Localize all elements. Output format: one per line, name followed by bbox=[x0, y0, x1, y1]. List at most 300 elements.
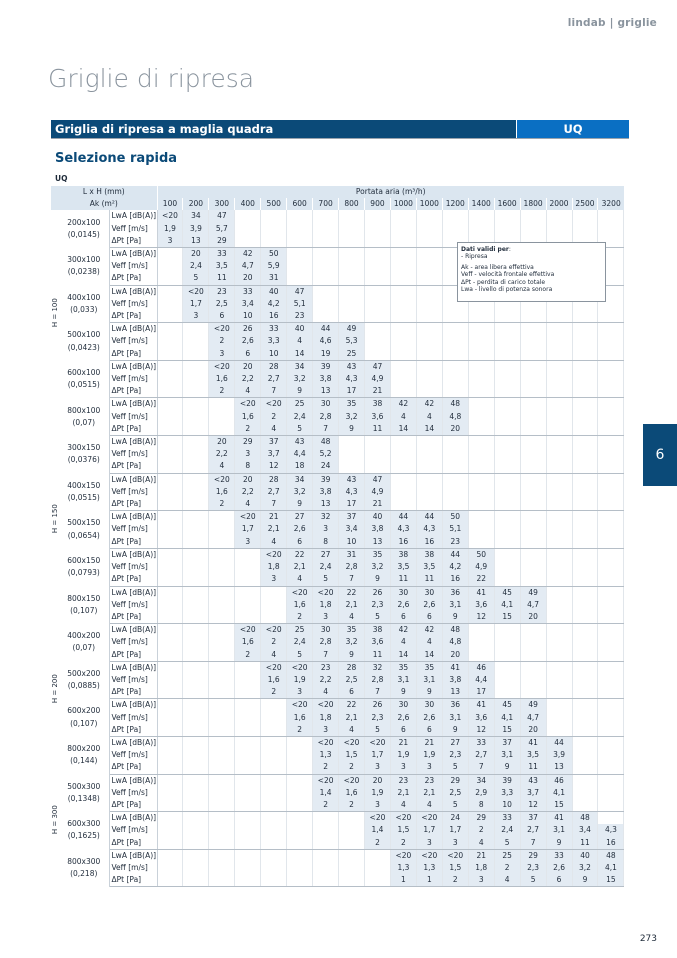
value-cell: 5 bbox=[287, 649, 313, 662]
value-cell: 1,9 bbox=[416, 749, 442, 761]
grille-area: (0,144) bbox=[70, 756, 98, 766]
empty-cell bbox=[598, 348, 624, 361]
value-cell: 39 bbox=[313, 360, 339, 373]
value-cell: <20 bbox=[313, 586, 339, 599]
empty-cell bbox=[235, 749, 261, 761]
empty-cell bbox=[157, 511, 183, 524]
grille-area: (0,0793) bbox=[67, 568, 100, 578]
empty-cell bbox=[494, 460, 520, 473]
value-cell: 2,1 bbox=[339, 712, 365, 724]
value-cell: 3,9 bbox=[546, 749, 572, 761]
value-cell: 3,4 bbox=[339, 523, 365, 535]
value-cell: 7 bbox=[261, 385, 287, 398]
empty-cell bbox=[157, 423, 183, 436]
empty-cell bbox=[546, 586, 572, 599]
empty-cell bbox=[572, 548, 598, 561]
empty-cell bbox=[365, 436, 391, 449]
param-label: ΔPt [Pa] bbox=[109, 611, 157, 624]
value-cell: <20 bbox=[209, 323, 235, 336]
value-cell: 21 bbox=[365, 498, 391, 511]
param-label: LwA [dB(A)] bbox=[109, 774, 157, 787]
empty-cell bbox=[598, 436, 624, 449]
empty-cell bbox=[235, 223, 261, 235]
empty-cell bbox=[157, 862, 183, 874]
param-label: Veff [m/s] bbox=[109, 223, 157, 235]
grille-area: (0,0654) bbox=[67, 530, 100, 540]
value-cell: 4,6 bbox=[313, 335, 339, 347]
grille-area: (0,033) bbox=[70, 304, 98, 314]
param-label: ΔPt [Pa] bbox=[109, 498, 157, 511]
value-cell: 7 bbox=[520, 837, 546, 850]
param-label: ΔPt [Pa] bbox=[109, 423, 157, 436]
value-cell: <20 bbox=[261, 661, 287, 674]
value-cell: 2 bbox=[209, 498, 235, 511]
value-cell: 3,5 bbox=[390, 561, 416, 573]
value-cell: 18 bbox=[287, 460, 313, 473]
empty-cell bbox=[157, 523, 183, 535]
empty-cell bbox=[494, 335, 520, 347]
empty-cell bbox=[183, 736, 209, 749]
empty-cell bbox=[494, 486, 520, 498]
table-row bbox=[51, 712, 624, 724]
empty-cell bbox=[235, 599, 261, 611]
value-cell: 3,2 bbox=[287, 486, 313, 498]
value-cell: 9 bbox=[365, 573, 391, 586]
empty-cell bbox=[209, 686, 235, 699]
empty-cell bbox=[546, 599, 572, 611]
value-cell: 34 bbox=[287, 473, 313, 486]
empty-cell bbox=[209, 636, 235, 648]
empty-cell bbox=[313, 210, 339, 222]
value-cell: 1,8 bbox=[313, 712, 339, 724]
param-label: Veff [m/s] bbox=[109, 448, 157, 460]
empty-cell bbox=[468, 448, 494, 460]
empty-cell bbox=[442, 210, 468, 222]
param-label: LwA [dB(A)] bbox=[109, 285, 157, 298]
empty-cell bbox=[390, 285, 416, 298]
empty-cell bbox=[598, 411, 624, 423]
empty-cell bbox=[183, 573, 209, 586]
empty-cell bbox=[598, 712, 624, 724]
table-row bbox=[51, 348, 624, 361]
value-cell: 29 bbox=[442, 774, 468, 787]
empty-cell bbox=[157, 272, 183, 285]
empty-cell bbox=[209, 536, 235, 549]
flow-value: 1800 bbox=[520, 198, 546, 210]
empty-cell bbox=[520, 448, 546, 460]
flow-value: 1600 bbox=[494, 198, 520, 210]
empty-cell bbox=[598, 498, 624, 511]
empty-cell bbox=[520, 561, 546, 573]
empty-cell bbox=[313, 235, 339, 248]
empty-cell bbox=[416, 473, 442, 486]
param-label: Veff [m/s] bbox=[109, 674, 157, 686]
empty-cell bbox=[546, 686, 572, 699]
grille-area: (0,1348) bbox=[67, 793, 100, 803]
empty-cell bbox=[598, 724, 624, 737]
group-label bbox=[51, 210, 59, 435]
empty-cell bbox=[598, 373, 624, 385]
empty-cell bbox=[416, 272, 442, 285]
empty-cell bbox=[598, 548, 624, 561]
empty-cell bbox=[183, 611, 209, 624]
value-cell: 35 bbox=[416, 661, 442, 674]
value-cell: 3 bbox=[235, 448, 261, 460]
value-cell: 3,1 bbox=[442, 599, 468, 611]
grille-area: (0,0145) bbox=[67, 229, 100, 239]
value-cell: 44 bbox=[390, 511, 416, 524]
value-cell: 10 bbox=[339, 536, 365, 549]
value-cell: 25 bbox=[287, 624, 313, 637]
empty-cell bbox=[416, 323, 442, 336]
table-row bbox=[51, 661, 624, 674]
empty-cell bbox=[365, 260, 391, 272]
value-cell: 4 bbox=[494, 874, 520, 887]
value-cell: 22 bbox=[339, 586, 365, 599]
value-cell: 16 bbox=[390, 536, 416, 549]
empty-cell bbox=[313, 837, 339, 850]
value-cell: <20 bbox=[365, 812, 391, 825]
value-cell: 3,6 bbox=[365, 411, 391, 423]
group-label-text: H = 100 bbox=[51, 298, 59, 327]
empty-cell bbox=[546, 611, 572, 624]
value-cell: 2,7 bbox=[261, 373, 287, 385]
value-cell: 15 bbox=[494, 611, 520, 624]
value-cell: 5,9 bbox=[261, 260, 287, 272]
empty-cell bbox=[339, 849, 365, 862]
empty-cell bbox=[416, 335, 442, 347]
empty-cell bbox=[390, 260, 416, 272]
group-label bbox=[51, 436, 59, 624]
empty-cell bbox=[287, 824, 313, 836]
value-cell: 2,6 bbox=[390, 712, 416, 724]
empty-cell bbox=[442, 436, 468, 449]
value-cell: <20 bbox=[235, 398, 261, 411]
value-cell: 3 bbox=[313, 724, 339, 737]
value-cell: 4,3 bbox=[598, 824, 624, 836]
value-cell: <20 bbox=[235, 511, 261, 524]
empty-cell bbox=[520, 436, 546, 449]
empty-cell bbox=[572, 599, 598, 611]
size-cell bbox=[59, 398, 109, 436]
value-cell: 20 bbox=[235, 473, 261, 486]
value-cell: 16 bbox=[416, 536, 442, 549]
value-cell: 2,3 bbox=[365, 712, 391, 724]
empty-cell bbox=[520, 636, 546, 648]
value-cell: 34 bbox=[183, 210, 209, 222]
empty-cell bbox=[494, 636, 520, 648]
value-cell: 20 bbox=[442, 649, 468, 662]
grille-size: 300x100 bbox=[67, 255, 101, 265]
value-cell: 1,5 bbox=[442, 862, 468, 874]
empty-cell bbox=[546, 436, 572, 449]
value-cell: 13 bbox=[313, 498, 339, 511]
param-label: Veff [m/s] bbox=[109, 824, 157, 836]
empty-cell bbox=[157, 285, 183, 298]
value-cell: 37 bbox=[494, 736, 520, 749]
value-cell: 3,8 bbox=[365, 523, 391, 535]
empty-cell bbox=[365, 348, 391, 361]
value-cell: 2,1 bbox=[287, 561, 313, 573]
empty-cell bbox=[235, 586, 261, 599]
empty-cell bbox=[287, 210, 313, 222]
empty-cell bbox=[598, 473, 624, 486]
empty-cell bbox=[209, 799, 235, 812]
value-cell: 42 bbox=[416, 624, 442, 637]
value-cell: 41 bbox=[520, 736, 546, 749]
value-cell: 33 bbox=[546, 849, 572, 862]
size-cell bbox=[59, 436, 109, 474]
empty-cell bbox=[261, 210, 287, 222]
value-cell: 2 bbox=[287, 611, 313, 624]
value-cell: 22 bbox=[468, 573, 494, 586]
empty-cell bbox=[313, 874, 339, 887]
size-cell bbox=[59, 548, 109, 586]
value-cell: 5 bbox=[442, 799, 468, 812]
table-row bbox=[51, 799, 624, 812]
param-label: ΔPt [Pa] bbox=[109, 649, 157, 662]
value-cell: 2,5 bbox=[209, 298, 235, 310]
value-cell: 2,7 bbox=[520, 824, 546, 836]
empty-cell bbox=[365, 272, 391, 285]
empty-cell bbox=[313, 812, 339, 825]
empty-cell bbox=[572, 323, 598, 336]
value-cell: 2,1 bbox=[390, 787, 416, 799]
empty-cell bbox=[546, 649, 572, 662]
value-cell: 1 bbox=[390, 874, 416, 887]
empty-cell bbox=[546, 661, 572, 674]
param-label: ΔPt [Pa] bbox=[109, 837, 157, 850]
empty-cell bbox=[183, 636, 209, 648]
empty-cell bbox=[598, 774, 624, 787]
size-cell bbox=[59, 624, 109, 662]
value-cell: 22 bbox=[287, 548, 313, 561]
value-cell: 2,4 bbox=[287, 636, 313, 648]
table-row bbox=[51, 448, 624, 460]
value-cell: 3,6 bbox=[365, 636, 391, 648]
table-row bbox=[51, 486, 624, 498]
empty-cell bbox=[468, 373, 494, 385]
page-title: Griglie di ripresa bbox=[48, 64, 255, 93]
empty-cell bbox=[365, 285, 391, 298]
empty-cell bbox=[261, 235, 287, 248]
value-cell: 30 bbox=[313, 398, 339, 411]
empty-cell bbox=[287, 787, 313, 799]
empty-cell bbox=[494, 573, 520, 586]
empty-cell bbox=[416, 223, 442, 235]
param-label: LwA [dB(A)] bbox=[109, 210, 157, 222]
value-cell: 2,6 bbox=[416, 712, 442, 724]
empty-cell bbox=[157, 624, 183, 637]
empty-cell bbox=[157, 586, 183, 599]
empty-cell bbox=[157, 398, 183, 411]
value-cell: 33 bbox=[209, 248, 235, 261]
value-cell: 7 bbox=[365, 686, 391, 699]
empty-cell bbox=[598, 323, 624, 336]
empty-cell bbox=[183, 373, 209, 385]
empty-cell bbox=[235, 812, 261, 825]
value-cell: 12 bbox=[468, 611, 494, 624]
value-cell: 1,9 bbox=[390, 749, 416, 761]
empty-cell bbox=[157, 310, 183, 323]
flow-value: 400 bbox=[235, 198, 261, 210]
empty-cell bbox=[261, 712, 287, 724]
value-cell: 26 bbox=[365, 586, 391, 599]
value-cell: 9 bbox=[287, 385, 313, 398]
value-cell: 2 bbox=[313, 799, 339, 812]
value-cell: 4,1 bbox=[546, 787, 572, 799]
param-label: ΔPt [Pa] bbox=[109, 799, 157, 812]
value-cell: 2 bbox=[235, 649, 261, 662]
empty-cell bbox=[183, 686, 209, 699]
empty-cell bbox=[468, 536, 494, 549]
table-row bbox=[51, 335, 624, 347]
empty-cell bbox=[365, 235, 391, 248]
value-cell: 8 bbox=[468, 799, 494, 812]
empty-cell bbox=[209, 774, 235, 787]
empty-cell bbox=[572, 460, 598, 473]
empty-cell bbox=[520, 360, 546, 373]
value-cell: 2,5 bbox=[339, 674, 365, 686]
value-cell: 4,4 bbox=[287, 448, 313, 460]
empty-cell bbox=[494, 661, 520, 674]
empty-cell bbox=[572, 611, 598, 624]
empty-cell bbox=[157, 787, 183, 799]
value-cell: 21 bbox=[365, 385, 391, 398]
empty-cell bbox=[494, 511, 520, 524]
value-cell: 3,2 bbox=[365, 561, 391, 573]
size-cell bbox=[59, 586, 109, 624]
empty-cell bbox=[520, 523, 546, 535]
value-cell: 2 bbox=[339, 761, 365, 774]
empty-cell bbox=[183, 436, 209, 449]
value-cell: 2,2 bbox=[313, 674, 339, 686]
value-cell: 3,9 bbox=[183, 223, 209, 235]
empty-cell bbox=[235, 736, 261, 749]
empty-cell bbox=[365, 210, 391, 222]
value-cell: 4 bbox=[416, 636, 442, 648]
value-cell: 3 bbox=[287, 686, 313, 699]
empty-cell bbox=[183, 460, 209, 473]
empty-cell bbox=[313, 260, 339, 272]
empty-cell bbox=[598, 423, 624, 436]
value-cell: 22 bbox=[339, 699, 365, 712]
empty-cell bbox=[598, 761, 624, 774]
flow-value: 1000 bbox=[416, 198, 442, 210]
value-cell: 43 bbox=[339, 473, 365, 486]
empty-cell bbox=[157, 599, 183, 611]
empty-cell bbox=[468, 360, 494, 373]
empty-cell bbox=[572, 536, 598, 549]
empty-cell bbox=[157, 874, 183, 887]
value-cell: 10 bbox=[494, 799, 520, 812]
value-cell: 1,8 bbox=[261, 561, 287, 573]
value-cell: 1,4 bbox=[365, 824, 391, 836]
grille-size: 400x200 bbox=[67, 631, 101, 641]
empty-cell bbox=[468, 636, 494, 648]
value-cell: 4,8 bbox=[442, 411, 468, 423]
empty-cell bbox=[235, 674, 261, 686]
empty-cell bbox=[546, 674, 572, 686]
empty-cell bbox=[339, 874, 365, 887]
empty-cell bbox=[183, 787, 209, 799]
empty-cell bbox=[235, 849, 261, 862]
param-label: Veff [m/s] bbox=[109, 599, 157, 611]
empty-cell bbox=[209, 624, 235, 637]
empty-cell bbox=[494, 398, 520, 411]
empty-cell bbox=[365, 460, 391, 473]
value-cell: 1,3 bbox=[313, 749, 339, 761]
empty-cell bbox=[546, 335, 572, 347]
empty-cell bbox=[183, 323, 209, 336]
table-row bbox=[51, 360, 624, 373]
empty-cell bbox=[598, 360, 624, 373]
empty-cell bbox=[572, 649, 598, 662]
empty-cell bbox=[598, 310, 624, 323]
value-cell: <20 bbox=[287, 661, 313, 674]
empty-cell bbox=[183, 536, 209, 549]
empty-cell bbox=[468, 398, 494, 411]
empty-cell bbox=[183, 837, 209, 850]
param-label: Veff [m/s] bbox=[109, 862, 157, 874]
value-cell: 5,1 bbox=[287, 298, 313, 310]
empty-cell bbox=[572, 674, 598, 686]
empty-cell bbox=[546, 223, 572, 235]
grille-size: 800x300 bbox=[67, 856, 101, 866]
value-cell: 1,9 bbox=[287, 674, 313, 686]
param-label: LwA [dB(A)] bbox=[109, 548, 157, 561]
empty-cell bbox=[572, 448, 598, 460]
value-cell: 4 bbox=[468, 837, 494, 850]
empty-cell bbox=[313, 862, 339, 874]
empty-cell bbox=[572, 712, 598, 724]
empty-cell bbox=[520, 210, 546, 222]
value-cell: 4 bbox=[416, 799, 442, 812]
empty-cell bbox=[183, 335, 209, 347]
value-cell: 4,7 bbox=[235, 260, 261, 272]
empty-cell bbox=[494, 523, 520, 535]
value-cell: 12 bbox=[468, 724, 494, 737]
grille-size: 600x200 bbox=[67, 706, 101, 716]
empty-cell bbox=[520, 373, 546, 385]
empty-cell bbox=[572, 511, 598, 524]
empty-cell bbox=[157, 749, 183, 761]
group-label bbox=[51, 774, 59, 887]
value-cell: <20 bbox=[209, 473, 235, 486]
empty-cell bbox=[442, 373, 468, 385]
value-cell: 9 bbox=[339, 423, 365, 436]
value-cell: 38 bbox=[365, 398, 391, 411]
empty-cell bbox=[183, 799, 209, 812]
param-label: ΔPt [Pa] bbox=[109, 385, 157, 398]
value-cell: 7 bbox=[313, 423, 339, 436]
value-cell: 4,3 bbox=[390, 523, 416, 535]
empty-cell bbox=[261, 874, 287, 887]
empty-cell bbox=[494, 548, 520, 561]
empty-cell bbox=[261, 599, 287, 611]
empty-cell bbox=[313, 272, 339, 285]
param-label: Veff [m/s] bbox=[109, 712, 157, 724]
param-label: LwA [dB(A)] bbox=[109, 586, 157, 599]
chapter-tab[interactable]: 6 bbox=[643, 424, 677, 486]
empty-cell bbox=[261, 812, 287, 825]
value-cell: 30 bbox=[390, 586, 416, 599]
value-cell: 50 bbox=[468, 548, 494, 561]
empty-cell bbox=[468, 460, 494, 473]
table-row bbox=[51, 736, 624, 749]
value-cell: 14 bbox=[390, 423, 416, 436]
value-cell: <20 bbox=[287, 699, 313, 712]
